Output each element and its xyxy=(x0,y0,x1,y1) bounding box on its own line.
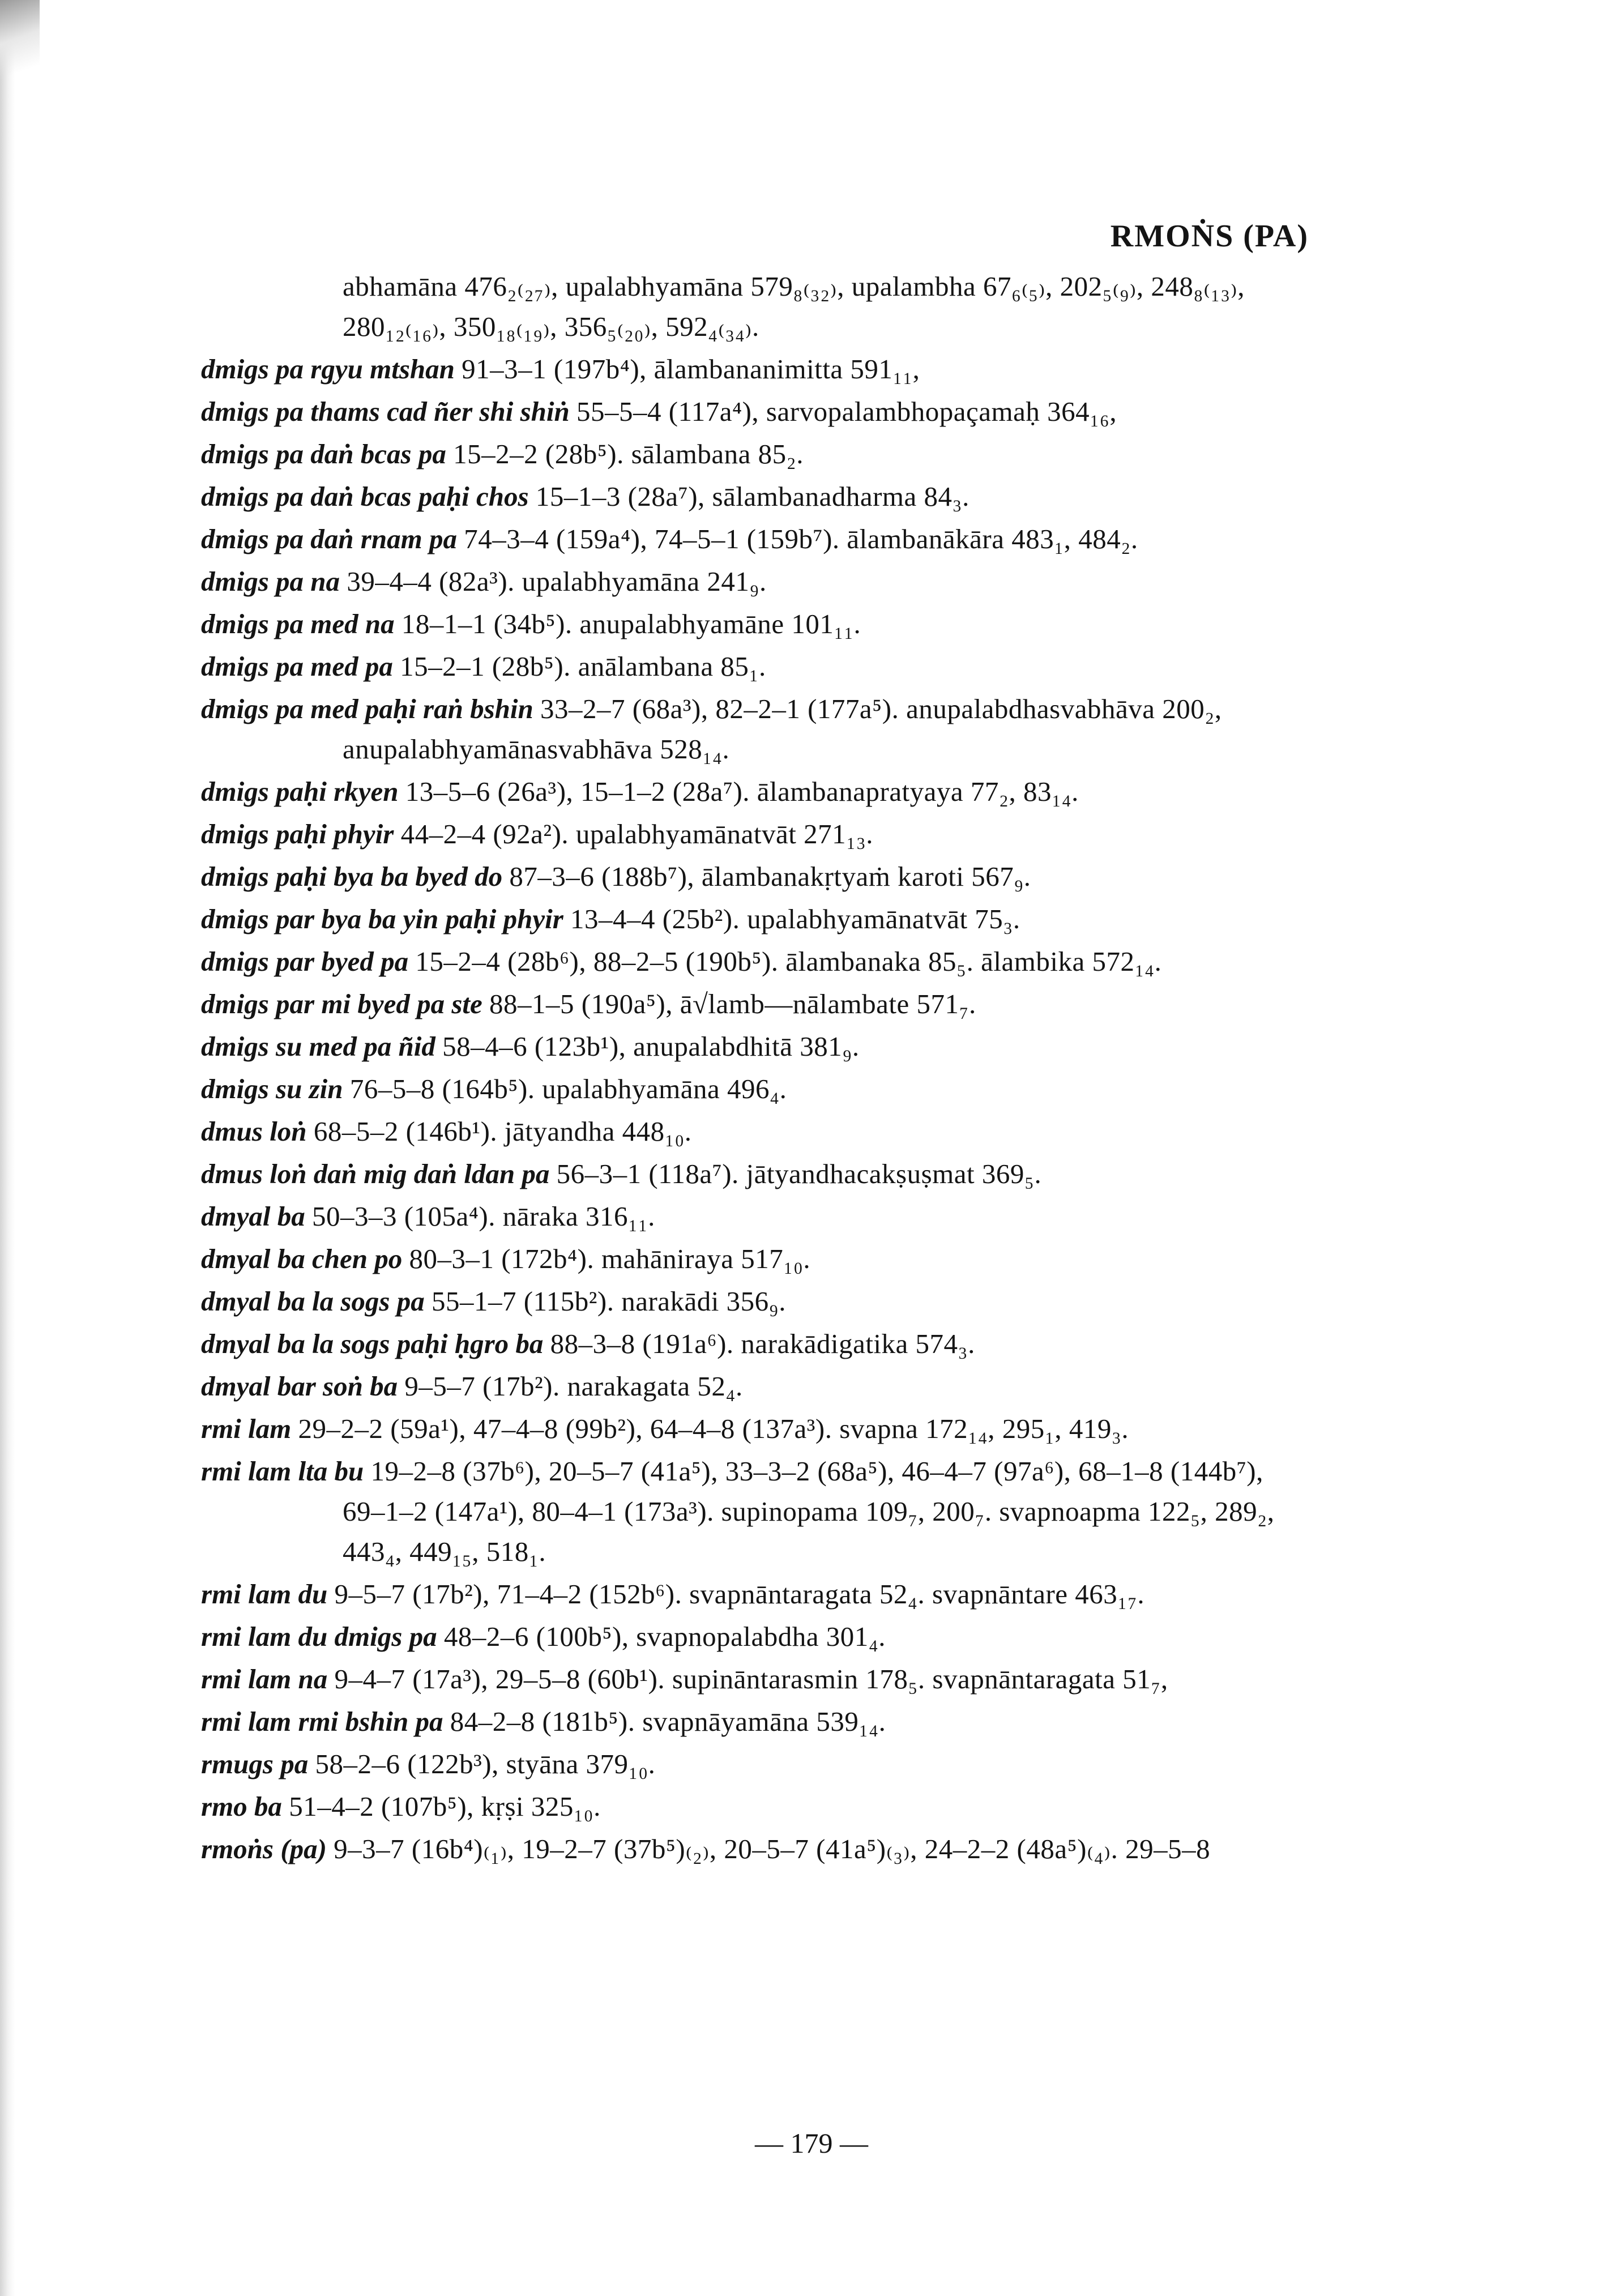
entry-references: 9–5–7 (17b²). narakagata 52₄. xyxy=(404,1371,743,1402)
glossary-entry xyxy=(201,1239,1300,1279)
entry-references: 88–1–5 (190a⁵), ā√lamb—nālambate 571₇. xyxy=(489,988,976,1019)
entry-headword: dmigs pa rgyu mtshan xyxy=(201,353,455,385)
entry-headword: dmigs pa med na xyxy=(201,608,395,639)
entry-headword: dmyal ba xyxy=(201,1201,305,1232)
entry-references: 9–5–7 (17b²), 71–4–2 (152b⁶). svapnāntaragata 52₄. svapnāntare 463₁₇. xyxy=(334,1578,1145,1610)
entry-headword: rmi lam du dmigs pa xyxy=(201,1621,437,1652)
entry-references: 51–4–2 (107b⁵), kṛṣi 325₁₀. xyxy=(289,1791,601,1822)
glossary-entry xyxy=(201,1659,1300,1699)
entry-references: 76–5–8 (164b⁵). upalabhyamāna 496₄. xyxy=(349,1073,787,1104)
glossary-entry xyxy=(201,1616,1300,1657)
glossary-entry xyxy=(201,814,1300,854)
entry-headword: rmi lam rmi bshin pa xyxy=(201,1706,443,1737)
glossary-entry xyxy=(201,349,1300,389)
glossary-entry xyxy=(201,1069,1300,1109)
entry-references: 15–2–2 (28b⁵). sālambana 85₂. xyxy=(453,438,804,470)
entry-references: 13–4–4 (25b²). upalabhyamānatvāt 75₃. xyxy=(570,903,1020,934)
entry-headword: dmigs pa daṅ bcas pa xyxy=(201,438,446,470)
entry-headword: dmigs paḥi bya ba byed do xyxy=(201,861,503,892)
entry-headword: dmigs su zin xyxy=(201,1073,343,1104)
entry-references: 33–2–7 (68a³), 82–2–1 (177a⁵). anupalabdhasvabhāva 200₂, anupalabhyamānasvabhāva 528₁₄. xyxy=(343,693,1222,765)
glossary-entry xyxy=(201,899,1300,939)
glossary-entry xyxy=(201,984,1300,1024)
glossary-entry xyxy=(201,434,1300,474)
entry-headword: dmigs pa thams cad ñer shi shiṅ xyxy=(201,396,570,427)
glossary-entry xyxy=(201,771,1300,812)
scan-shadow-edge xyxy=(0,0,15,2296)
glossary-entry xyxy=(201,561,1300,601)
glossary-entry xyxy=(201,1154,1300,1194)
entry-references: 58–4–6 (123b¹), anupalabdhitā 381₉. xyxy=(442,1031,860,1062)
glossary-entries xyxy=(201,266,1300,1871)
glossary-entry xyxy=(201,1574,1300,1614)
entry-headword: dmus loṅ xyxy=(201,1116,307,1147)
entry-references: 80–3–1 (172b⁴). mahāniraya 517₁₀. xyxy=(409,1243,811,1274)
entry-headword: rmugs pa xyxy=(201,1748,309,1779)
entry-headword: dmigs par bya ba yin paḥi phyir xyxy=(201,903,563,934)
entry-references: 15–2–4 (28b⁶), 88–2–5 (190b⁵). ālambanaka 85₅. ālambika 572₁₄. xyxy=(415,946,1162,977)
entry-references: 91–3–1 (197b⁴), ālambananimitta 591₁₁, xyxy=(462,353,920,385)
entry-headword: rmi lam xyxy=(201,1413,292,1444)
entry-references: 29–2–2 (59a¹), 47–4–8 (99b²), 64–4–8 (137a³). svapna 172₁₄, 295₁, 419₃. xyxy=(298,1413,1129,1444)
entry-references: 19–2–8 (37b⁶), 20–5–7 (41a⁵), 33–3–2 (68a⁵), 46–4–7 (97a⁶), 68–1–8 (144b⁷), 69–1–2 (147a¹), 80–4–1 (173a³). supinopama 109₇, 200₇. svapnoapma 122₅, 289₂, 443₄, 449₁₅, 518₁. xyxy=(343,1456,1275,1567)
glossary-entry xyxy=(201,266,1300,347)
entry-headword: dmigs su med pa ñid xyxy=(201,1031,435,1062)
entry-references: 68–5–2 (146b¹). jātyandha 448₁₀. xyxy=(313,1116,692,1147)
entry-headword: rmi lam lta bu xyxy=(201,1456,364,1487)
entry-references: 58–2–6 (122b³), styāna 379₁₀. xyxy=(315,1748,656,1779)
entry-references: 55–1–7 (115b²). narakādi 356₉. xyxy=(431,1286,787,1317)
entry-headword: dmigs paḥi rkyen xyxy=(201,776,399,807)
entry-headword: dmigs pa na xyxy=(201,566,340,597)
entry-headword: rmo ba xyxy=(201,1791,282,1822)
entry-headword: dmigs pa daṅ rnam pa xyxy=(201,523,457,554)
glossary-entry xyxy=(201,1281,1300,1321)
entry-references: 9–3–7 (16b⁴)₍₁₎, 19–2–7 (37b⁵)₍₂₎, 20–5–7 (41a⁵)₍₃₎, 24–2–2 (48a⁵)₍₄₎. 29–5–8 xyxy=(334,1833,1211,1864)
entry-headword: dmigs par byed pa xyxy=(201,946,409,977)
entry-references: 56–3–1 (118a⁷). jātyandhacakṣuṣmat 369₅. xyxy=(556,1158,1042,1189)
entry-references: 13–5–6 (26a³), 15–1–2 (28a⁷). ālambanapratyaya 77₂, 83₁₄. xyxy=(405,776,1079,807)
entry-references: 74–3–4 (159a⁴), 74–5–1 (159b⁷). ālambanākāra 483₁, 484₂. xyxy=(464,523,1138,554)
glossary-entry xyxy=(201,1829,1300,1869)
glossary-entry xyxy=(201,646,1300,686)
entry-headword: dmigs paḥi phyir xyxy=(201,818,394,850)
entry-references: 84–2–8 (181b⁵). svapnāyamāna 539₁₄. xyxy=(450,1706,886,1737)
glossary-entry xyxy=(201,941,1300,981)
entry-headword: rmi lam du xyxy=(201,1578,328,1610)
entry-references: 55–5–4 (117a⁴), sarvopalambhopaçamaḥ 364₁₆, xyxy=(576,396,1117,427)
glossary-entry xyxy=(201,856,1300,897)
glossary-entry xyxy=(201,1451,1300,1572)
glossary-entry xyxy=(201,519,1300,559)
page-number: — 179 — xyxy=(755,2127,868,2159)
entry-headword: dmyal ba chen po xyxy=(201,1243,403,1274)
running-head: RMOṄS (PA) xyxy=(1110,219,1309,254)
glossary-entry xyxy=(201,1786,1300,1826)
entry-headword: dmigs pa med pa xyxy=(201,651,393,682)
glossary-entry xyxy=(201,1324,1300,1364)
glossary-entry xyxy=(201,1366,1300,1406)
entry-references: 18–1–1 (34b⁵). anupalabhyamāne 101₁₁. xyxy=(401,608,861,639)
entry-references: 48–2–6 (100b⁵), svapnopalabdha 301₄. xyxy=(443,1621,886,1652)
entry-references: 44–2–4 (92a²). upalabhyamānatvāt 271₁₃. xyxy=(400,818,874,850)
entry-references: 50–3–3 (105a⁴). nāraka 316₁₁. xyxy=(311,1201,655,1232)
glossary-entry xyxy=(201,604,1300,644)
entry-references: 39–4–4 (82a³). upalabhyamāna 241₉. xyxy=(347,566,767,597)
entry-references: 9–4–7 (17a³), 29–5–8 (60b¹). supināntarasmin 178₅. svapnāntaragata 51₇, xyxy=(334,1663,1168,1695)
glossary-entry xyxy=(201,1409,1300,1449)
glossary-entry xyxy=(201,1744,1300,1784)
glossary-entry xyxy=(201,1111,1300,1151)
entry-references: 15–2–1 (28b⁵). anālambana 85₁. xyxy=(400,651,766,682)
entry-references: 88–3–8 (191a⁶). narakādigatika 574₃. xyxy=(550,1328,975,1359)
entry-references: abhamāna 476₂₍₂₇₎, upalabhyamāna 579₈₍₃₂₎, upalambha 67₆₍₅₎, 202₅₍₉₎, 248₈₍₁₃₎, 280₁₂₍₁₆₎, 350₁₈₍₁₉₎, 356₅₍₂₀₎, 592₄₍₃₄₎. xyxy=(343,271,1245,342)
glossary-entry xyxy=(201,1196,1300,1236)
scan-corner-mark xyxy=(0,0,40,85)
glossary-entry xyxy=(201,391,1300,432)
entry-headword: dmyal ba la sogs paḥi ḥgro ba xyxy=(201,1328,544,1359)
glossary-entry xyxy=(201,1701,1300,1742)
entry-headword: dmigs pa daṅ bcas paḥi chos xyxy=(201,481,529,512)
entry-headword: dmyal ba la sogs pa xyxy=(201,1286,425,1317)
entry-headword: dmus loṅ daṅ mig daṅ ldan pa xyxy=(201,1158,550,1189)
entry-references: 15–1–3 (28a⁷), sālambanadharma 84₃. xyxy=(535,481,969,512)
entry-headword: rmi lam na xyxy=(201,1663,328,1695)
glossary-entry xyxy=(201,476,1300,517)
entry-headword: dmyal bar soṅ ba xyxy=(201,1371,398,1402)
entry-headword: dmigs pa med paḥi raṅ bshin xyxy=(201,693,533,724)
glossary-entry xyxy=(201,689,1300,769)
entry-headword: rmoṅs (pa) xyxy=(201,1833,327,1864)
entry-headword: dmigs par mi byed pa ste xyxy=(201,988,482,1019)
glossary-entry xyxy=(201,1026,1300,1066)
entry-references: 87–3–6 (188b⁷), ālambanakṛtyaṁ karoti 567₉. xyxy=(509,861,1031,892)
